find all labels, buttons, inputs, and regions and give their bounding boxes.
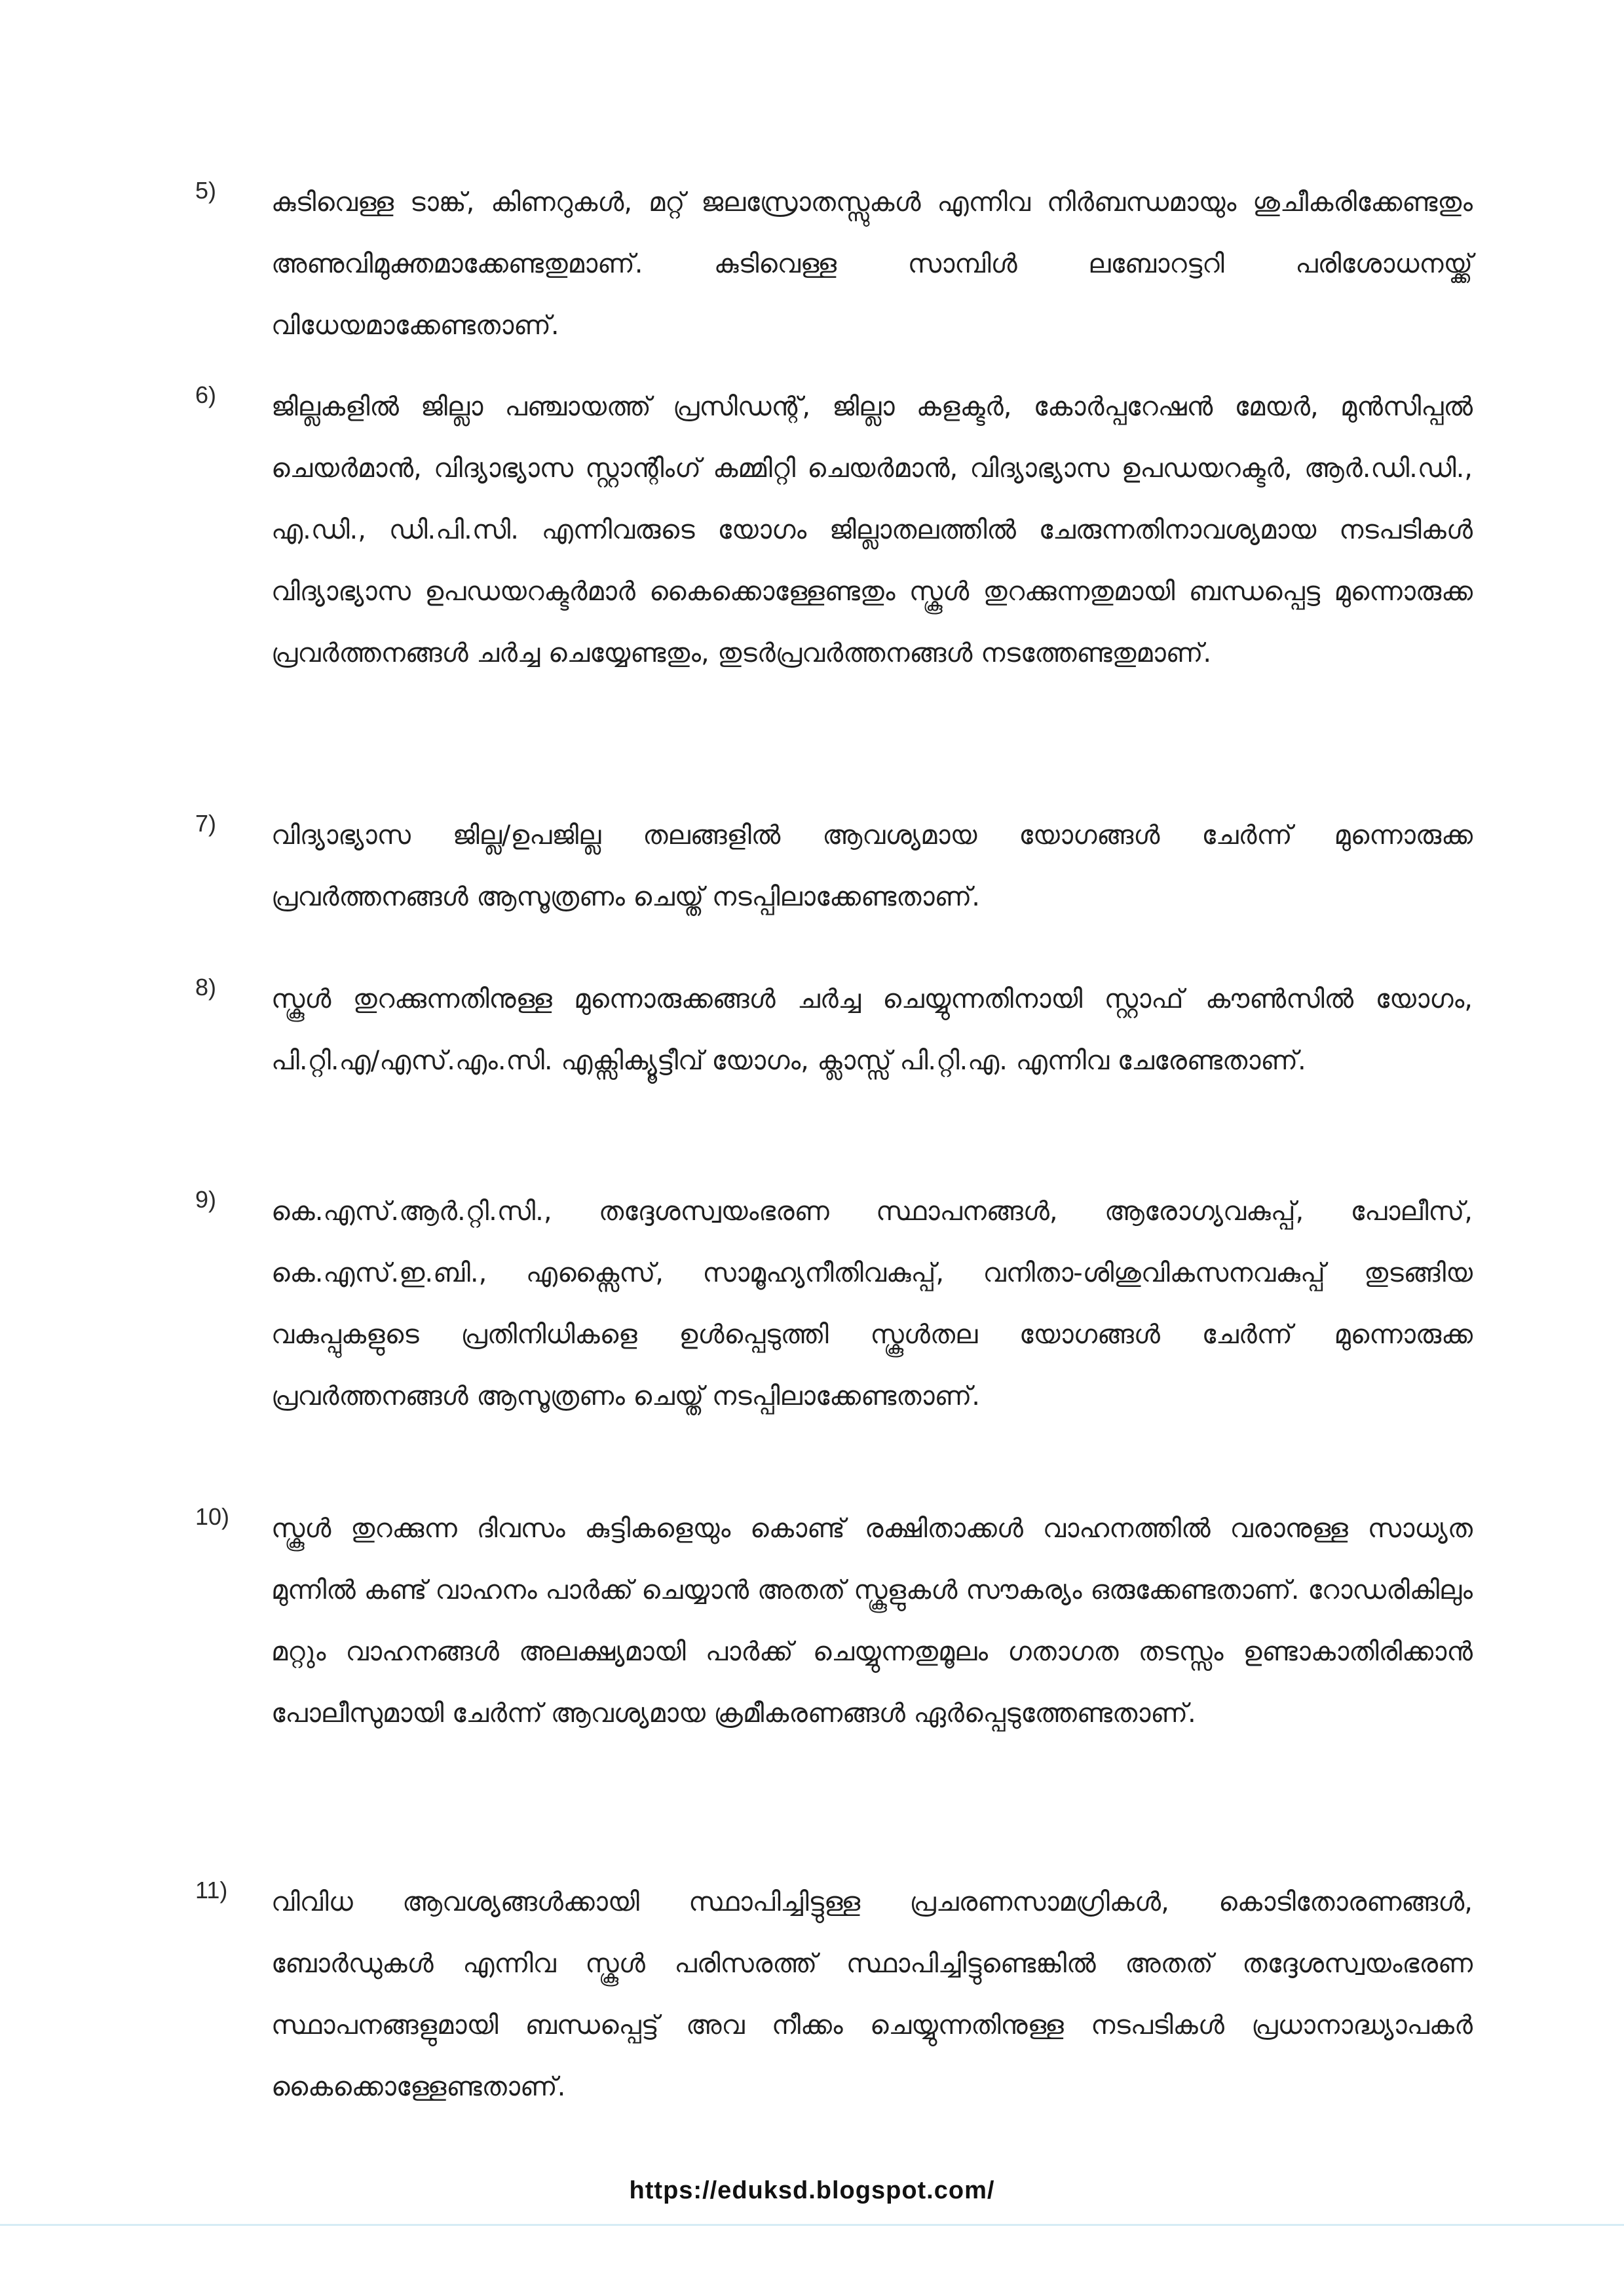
- item-number: 9): [195, 1186, 217, 1213]
- item-number: 11): [195, 1877, 228, 1904]
- item-text: വിദ്യാഭ്യാസ ജില്ല/ഉപജില്ല തലങ്ങളിൽ ആവശ്യമായ യോഗങ്ങൾ ചേർന്ന് മുന്നൊരുക്ക പ്രവർത്തനങ്ങൾ ആസൂത്രണം ചെയ്ത് നടപ്പിലാക്കേണ്ടതാണ്.: [271, 820, 1473, 912]
- item-number: 5): [195, 177, 217, 204]
- item-text: സ്കൂൾ തുറക്കുന്ന ദിവസം കുട്ടികളെയും കൊണ്ട് രക്ഷിതാക്കൾ വാഹനത്തിൽ വരാനുള്ള സാധ്യത മുന്നിൽ കണ്ട് വാഹനം പാർക്ക് ചെയ്യാൻ അതത് സ്കൂളുകൾ സൗകര്യം ഒരുക്കേണ്ടതാണ്. റോഡരികിലും മറ്റും വാഹനങ്ങൾ അലക്ഷ്യമായി പാർക്ക് ചെയ്യുന്നതുമൂലം ഗതാഗത തടസ്സം ഉണ്ടാകാതിരിക്കാൻ പോലീസുമായി ചേർന്ന് ആവശ്യമായ ക്രമീകരണങ്ങൾ ഏർപ്പെടുത്തേണ്ടതാണ്.: [271, 1514, 1473, 1729]
- item-number: 7): [195, 810, 217, 837]
- item-text: സ്കൂൾ തുറക്കുന്നതിനുള്ള മുന്നൊരുക്കങ്ങൾ ചർച്ച ചെയ്യുന്നതിനായി സ്റ്റാഫ് കൗൺസിൽ യോഗം, പി.റ്റി.എ/എസ്.എം.സി. എക്സിക്യൂട്ടീവ് യോഗം, ക്ലാസ്സ് പി.റ്റി.എ. എന്നിവ ചേരേണ്ടതാണ്.: [271, 984, 1473, 1076]
- footer-divider: [0, 2224, 1624, 2226]
- item-number: 8): [195, 974, 217, 1001]
- footer-url[interactable]: https://eduksd.blogspot.com/: [629, 2177, 995, 2204]
- item-number: 6): [195, 381, 217, 408]
- item-number: 10): [195, 1503, 230, 1530]
- item-text: കെ.എസ്.ആർ.റ്റി.സി., തദ്ദേശസ്വയംഭരണ സ്ഥാപനങ്ങൾ, ആരോഗ്യവകുപ്പ്, പോലീസ്, കെ.എസ്.ഇ.ബി., എക്സൈസ്, സാമൂഹ്യനീതിവകുപ്പ്, വനിതാ-ശിശുവികസനവകുപ്പ് തുടങ്ങിയ വകുപ്പുകളുടെ പ്രതിനിധികളെ ഉൾപ്പെടുത്തി സ്കൂൾതല യോഗങ്ങൾ ചേർന്ന് മുന്നൊരുക്ക പ്രവർത്തനങ്ങൾ ആസൂത്രണം ചെയ്ത് നടപ്പിലാക്കേണ്ടതാണ്.: [271, 1196, 1473, 1411]
- item-text: ജില്ലകളിൽ ജില്ലാ പഞ്ചായത്ത് പ്രസിഡന്റ്, ജില്ലാ കളക്ടർ, കോർപ്പറേഷൻ മേയർ, മുൻസിപ്പൽ ചെയർമാൻ, വിദ്യാഭ്യാസ സ്റ്റാന്റിംഗ് കമ്മിറ്റി ചെയർമാൻ, വിദ്യാഭ്യാസ ഉപഡയറക്ടർ, ആർ.ഡി.ഡി., എ.ഡി., ഡി.പി.സി. എന്നിവരുടെ യോഗം ജില്ലാതലത്തിൽ ചേരുന്നതിനാവശ്യമായ നടപടികൾ വിദ്യാഭ്യാസ ഉപഡയറക്ടർമാർ കൈക്കൊള്ളേണ്ടതും സ്കൂൾ തുറക്കുന്നതുമായി ബന്ധപ്പെട്ട മുന്നൊരുക്ക പ്രവർത്തനങ്ങൾ ചർച്ച ചെയ്യേണ്ടതും, തുടർപ്രവർത്തനങ്ങൾ നടത്തേണ്ടതുമാണ്.: [271, 392, 1473, 668]
- item-text: വിവിധ ആവശ്യങ്ങൾക്കായി സ്ഥാപിച്ചിട്ടുള്ള പ്രചരണസാമഗ്രികൾ, കൊടിതോരണങ്ങൾ, ബോർഡുകൾ എന്നിവ സ്കൂൾ പരിസരത്ത് സ്ഥാപിച്ചിട്ടുണ്ടെങ്കിൽ അതത് തദ്ദേശസ്വയംഭരണ സ്ഥാപനങ്ങളുമായി ബന്ധപ്പെട്ട് അവ നീക്കം ചെയ്യുന്നതിനുള്ള നടപടികൾ പ്രധാനാദ്ധ്യാപകർ കൈക്കൊള്ളേണ്ടതാണ്.: [271, 1887, 1473, 2102]
- item-text: കുടിവെള്ള ടാങ്ക്, കിണറുകൾ, മറ്റ് ജലസ്രോതസ്സുകൾ എന്നിവ നിർബന്ധമായും ശുചീകരിക്കേണ്ടതും അണുവിമുക്തമാക്കേണ്ടതുമാണ്. കുടിവെള്ള സാമ്പിൾ ലബോറട്ടറി പരിശോധനയ്ക്ക് വിധേയമാക്കേണ്ടതാണ്.: [271, 187, 1473, 341]
